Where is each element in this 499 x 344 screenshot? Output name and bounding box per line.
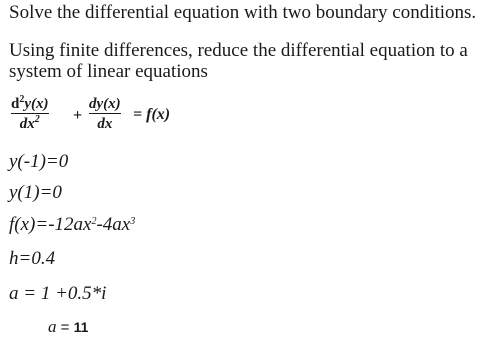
a-value: 11 (73, 319, 89, 335)
first-derivative-denominator: dx (97, 116, 113, 132)
a-definition: a = 1 +0.5*i (9, 283, 107, 304)
forcing-function: $f(x)=-12ax^2-4ax^3$ (9, 214, 136, 235)
plus-sign: + (73, 107, 83, 124)
step-size: h=0.4 (9, 248, 56, 269)
problem-title: Solve the differential equation with two boundary conditions. (9, 2, 477, 23)
left-boundary-condition: y(-1)=0 (9, 151, 69, 172)
first-derivative-fraction (89, 96, 121, 132)
equation-rhs: = f(x) (133, 106, 171, 123)
right-boundary-condition: y(1)=0 (9, 182, 62, 203)
instruction-line-2: system of linear equations (9, 61, 208, 82)
first-derivative-numerator: dy(x) (89, 96, 121, 112)
instruction-line-1: Using finite differences, reduce the differential equation to a (9, 40, 468, 61)
second-derivative-fraction (11, 96, 49, 132)
differential-equation (9, 96, 209, 138)
a-equals: = (60, 319, 70, 336)
second-derivative-numerator: $d^2y(x)$ (11, 94, 49, 112)
second-derivative-denominator: $dx^2$ (19, 114, 40, 132)
a-symbol: a (48, 317, 57, 336)
a-value-line (48, 318, 88, 337)
